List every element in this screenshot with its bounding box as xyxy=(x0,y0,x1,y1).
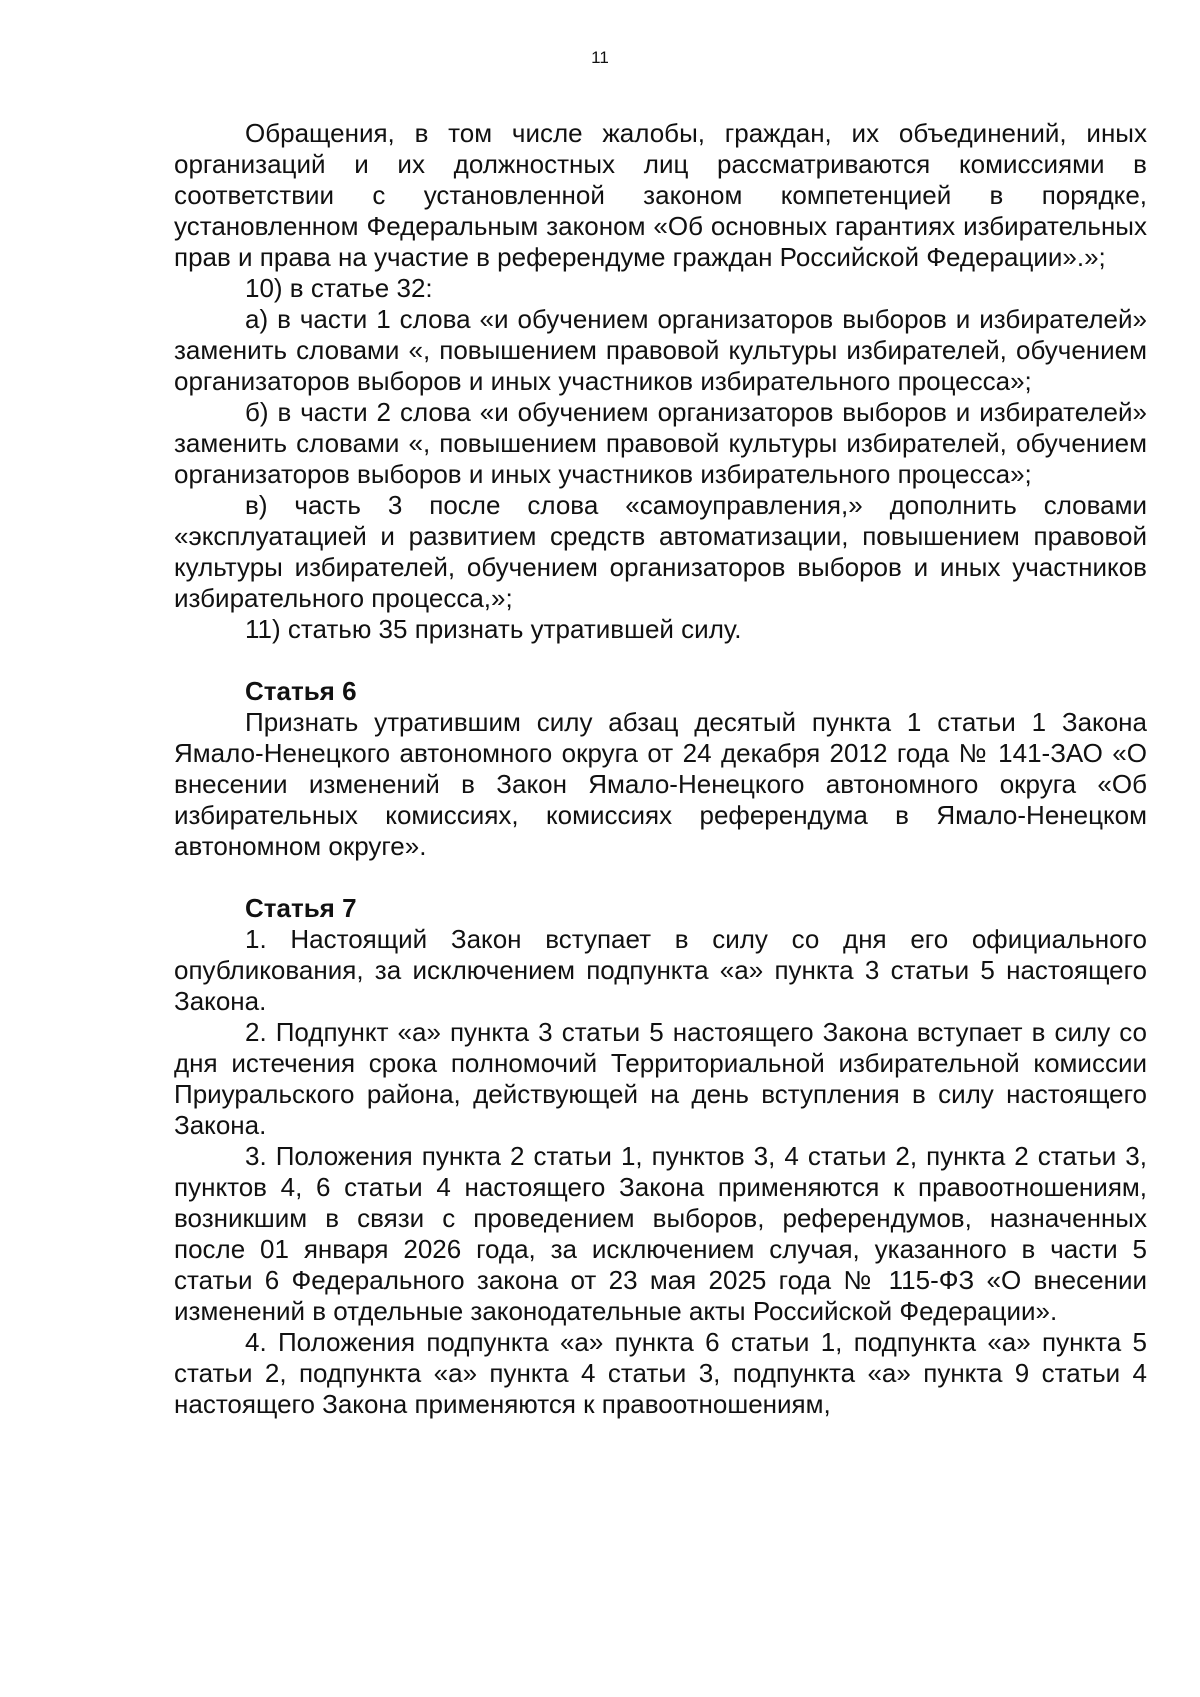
paragraph-appeals: Обращения, в том числе жалобы, граждан, их объединений, иных организаций и их должностных лиц рассматриваются комиссиями в соответствии с установленной законом компетенцией в порядке, установленном Федеральным законом «Об основных гарантиях избирательных прав и права на участие в референдуме граждан Российской Федерации».»; xyxy=(174,118,1147,272)
article-7-heading: Статья 7 xyxy=(245,893,357,923)
article-7-point-3: 3. Положения пункта 2 статьи 1, пунктов 3, 4 статьи 2, пункта 2 статьи 3, пунктов 4, 6 статьи 4 настоящего Закона применяются к правоотношениям, возникшим в связи с проведением выборов, референдумов, назначенных после 01 января 2026 года, за исключением случая, указанного в части 5 статьи 6 Федерального закона от 23 мая 2025 года № 115-ФЗ «О внесении изменений в отдельные законодательные акты Российской Федерации». xyxy=(174,1141,1147,1326)
article-7-point-4: 4. Положения подпункта «а» пункта 6 статьи 1, подпункта «а» пункта 5 статьи 2, подпункта «а» пункта 4 статьи 3, подпункта «а» пункта 9 статьи 4 настоящего Закона применяются к правоотношениям, xyxy=(174,1327,1147,1419)
paragraph-subitem-v: в) часть 3 после слова «самоуправления,» дополнить словами «эксплуатацией и развитием средств автоматизации, повышением правовой культуры избирателей, обучением организаторов выборов и иных участников избирательного процесса,»; xyxy=(174,490,1147,613)
paragraph-item-11: 11) статью 35 признать утратившей силу. xyxy=(245,614,742,644)
document-body xyxy=(174,118,1147,1420)
article-6-text: Признать утратившим силу абзац десятый пункта 1 статьи 1 Закона Ямало-Ненецкого автономного округа от 24 декабря 2012 года № 141-ЗАО «О внесении изменений в Закон Ямало-Ненецкого автономного округа «Об избирательных комиссиях, комиссиях референдума в Ямало-Ненецком автономном округе». xyxy=(174,707,1147,861)
article-7-point-1: 1. Настоящий Закон вступает в силу со дня его официального опубликования, за исключением подпункта «а» пункта 3 статьи 5 настоящего Закона. xyxy=(174,924,1147,1016)
article-7-point-2: 2. Подпункт «а» пункта 3 статьи 5 настоящего Закона вступает в силу со дня истечения срока полномочий Территориальной избирательной комиссии Приуральского района, действующей на день вступления в силу настоящего Закона. xyxy=(174,1017,1147,1140)
page-number: 11 xyxy=(591,48,609,67)
paragraph-subitem-a: а) в части 1 слова «и обучением организаторов выборов и избирателей» заменить словами «, повышением правовой культуры избирателей, обучением организаторов выборов и иных участников избирательного процесса»; xyxy=(174,304,1147,396)
paragraph-subitem-b: б) в части 2 слова «и обучением организаторов выборов и избирателей» заменить словами «, повышением правовой культуры избирателей, обучением организаторов выборов и иных участников избирательного процесса»; xyxy=(174,397,1147,489)
paragraph-item-10: 10) в статье 32: xyxy=(245,273,433,303)
article-6-heading: Статья 6 xyxy=(245,676,357,706)
